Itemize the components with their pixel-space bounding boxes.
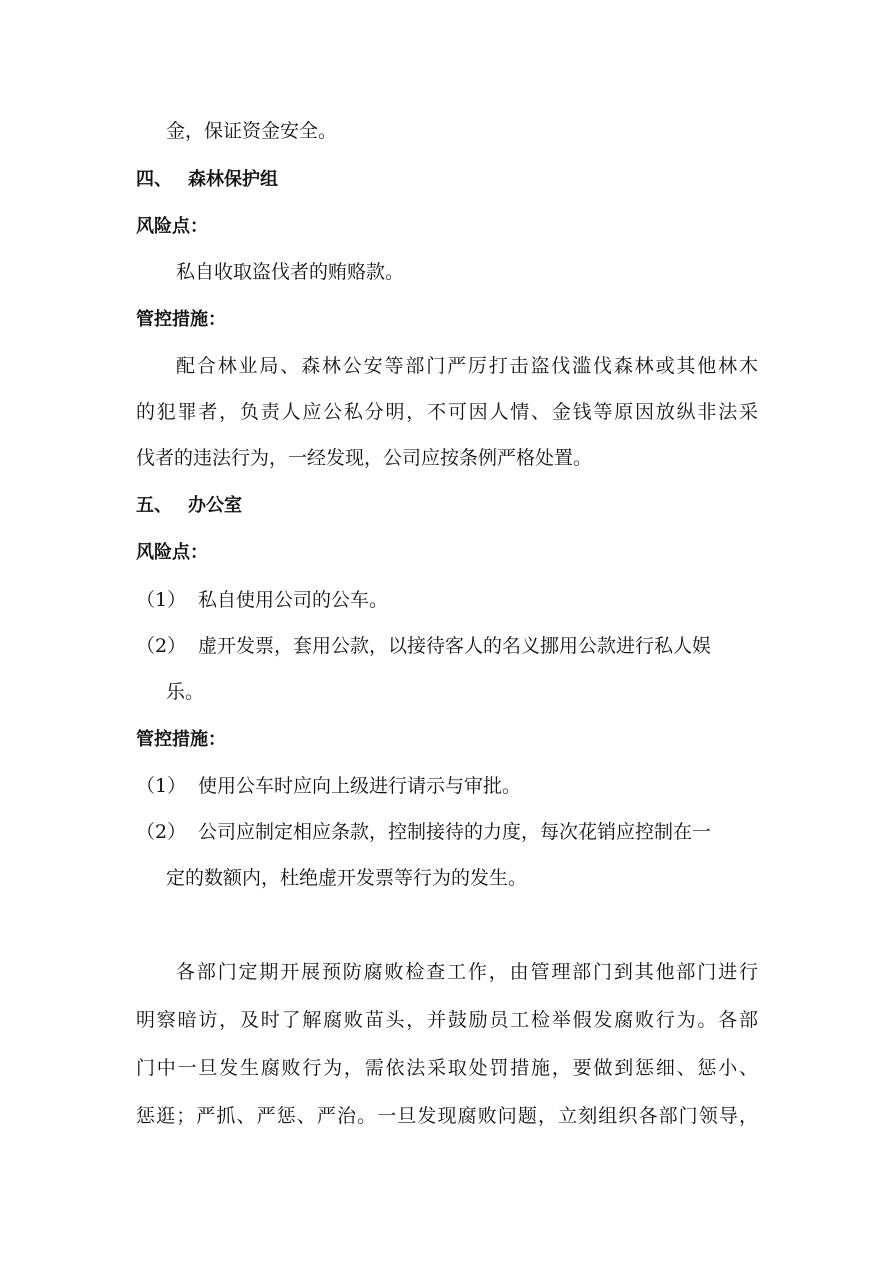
section-5-control-item-2-continued: 定的数额内，杜绝虚开发票等行为的发生。 (166, 867, 528, 889)
section-5-control-label: 管控措施： (136, 729, 226, 750)
section-5-title: 办公室 (188, 495, 242, 516)
section-4-title: 森林保护组 (188, 169, 278, 190)
section-5-risk-item-2-continued: 乐。 (166, 681, 205, 703)
section-5-control-item-1 (136, 772, 521, 800)
section-4-heading (136, 166, 278, 194)
closing-line-2: 明察暗访，及时了解腐败苗头，并鼓励员工检举假发腐败行为。各部 (136, 1009, 758, 1031)
continued-text: 金，保证资金安全。 (166, 120, 338, 142)
section-4-number: 四、 (136, 169, 172, 190)
section-4-risk-label: 风险点： (136, 216, 208, 237)
closing-line-1: 各部门定期开展预防腐败检查工作，由管理部门到其他部门进行 (176, 961, 758, 983)
list-text: 公司应制定相应条款，控制接待的力度，每次花销应控制在一 (198, 821, 712, 843)
section-4-control-label: 管控措施： (136, 309, 226, 330)
section-5-number: 五、 (136, 495, 172, 516)
section-5-heading (136, 492, 242, 520)
section-5-risk-label: 风险点： (136, 542, 208, 563)
section-5-risk-item-2 (136, 632, 758, 660)
section-5-risk-item-1 (136, 586, 388, 614)
section-4-control-line-2: 的犯罪者，负责人应公私分明，不可因人情、金钱等原因放纵非法采 (136, 401, 758, 423)
list-text: 私自使用公司的公车。 (198, 589, 389, 611)
section-4-control-line-1: 配合林业局、森林公安等部门严厉打击盗伐滥伐森林或其他林木 (176, 355, 758, 377)
list-number: （2） (136, 635, 187, 657)
section-4-control-line-3: 伐者的违法行为，一经发现，公司应按条例严格处置。 (136, 447, 593, 469)
closing-line-3: 门中一旦发生腐败行为，需依法采取处罚措施，要做到惩细、惩小、 (136, 1057, 758, 1079)
list-number: （1） (136, 589, 187, 611)
list-number: （1） (136, 775, 187, 797)
list-number: （2） (136, 821, 187, 843)
list-text: 虚开发票，套用公款，以接待客人的名义挪用公款进行私人娱 (198, 635, 712, 657)
list-text: 使用公车时应向上级进行请示与审批。 (198, 775, 522, 797)
section-4-risk-text: 私自收取盗伐者的贿赂款。 (176, 261, 405, 283)
closing-line-4: 惩逛；严抓、严惩、严治。一旦发现腐败问题，立刻组织各部门领导， (136, 1105, 758, 1127)
section-5-control-item-2 (136, 818, 711, 846)
